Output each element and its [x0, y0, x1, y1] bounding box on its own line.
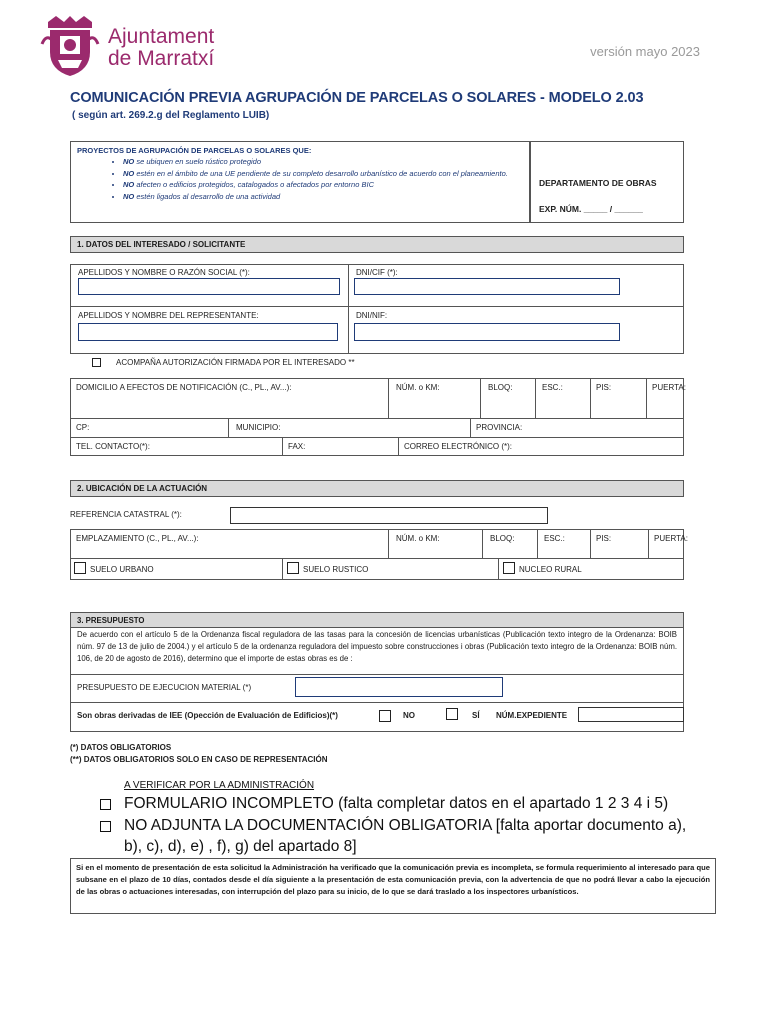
- divider: [535, 378, 536, 418]
- item-bold: NO: [123, 157, 135, 166]
- projects-heading: PROYECTOS DE AGRUPACIÓN DE PARCELAS O SOLARES QUE:: [77, 146, 312, 155]
- municipality-label: MUNICIPIO:: [236, 423, 281, 432]
- divider: [480, 378, 481, 418]
- budget-input[interactable]: [295, 677, 503, 697]
- divider: [282, 558, 283, 580]
- section1-header: 1. DATOS DEL INTERESADO / SOLICITANTE: [70, 236, 684, 253]
- item-text: estén ligados al desarrollo de una actividad: [134, 191, 281, 201]
- section2-header: 2. UBICACIÓN DE LA ACTUACIÓN: [70, 480, 684, 497]
- divider: [70, 418, 684, 419]
- divider: [70, 702, 684, 703]
- projects-list: [93, 156, 543, 202]
- divider: [482, 529, 483, 558]
- divider: [348, 264, 349, 354]
- projects-item: [123, 179, 543, 191]
- address-label: DOMICILIO A EFECTOS DE NOTIFICACIÓN (C., PL., AV...):: [76, 383, 292, 392]
- postal-code-label: CP:: [76, 423, 90, 432]
- item-bold: NO: [123, 180, 135, 189]
- version-label: versión mayo 2023: [590, 44, 700, 59]
- divider: [398, 437, 399, 456]
- divider: [498, 558, 499, 580]
- missing-docs-label: NO ADJUNTA LA DOCUMENTACIÓN OBLIGATORIA [falta aportar documento a),: [124, 817, 687, 834]
- divider: [282, 437, 283, 456]
- iee-yes-label: SÍ: [472, 711, 480, 720]
- province-label: PROVINCIA:: [476, 423, 523, 432]
- rustic-land-label: SUELO RUSTICO: [303, 565, 369, 574]
- iee-question: Son obras derivadas de IEE (Opección de Evaluación de Edificios)(*): [77, 711, 338, 720]
- site-door-label: PUERTA:: [654, 534, 688, 543]
- applicant-name-label: APELLIDOS Y NOMBRE O RAZÓN SOCIAL (*):: [78, 268, 250, 277]
- fax-label: FAX:: [288, 442, 306, 451]
- incomplete-form-label: FORMULARIO INCOMPLETO (falta completar datos en el apartado 1 2 3 4 i 5): [124, 795, 669, 812]
- department-label: DEPARTAMENTO DE OBRAS: [539, 178, 657, 188]
- authorization-checkbox[interactable]: [92, 358, 101, 367]
- door-label: PUERTA:: [652, 383, 686, 392]
- divider: [228, 418, 229, 437]
- floor-label: PIS:: [596, 383, 612, 392]
- projects-box: [70, 141, 530, 223]
- incomplete-form-checkbox[interactable]: [100, 799, 111, 810]
- divider: [537, 529, 538, 558]
- divider: [470, 418, 471, 437]
- iee-no-label: NO: [403, 711, 415, 720]
- representative-label: APELLIDOS Y NOMBRE DEL REPRESENTANTE:: [78, 311, 259, 320]
- divider: [648, 529, 649, 558]
- department-box: [530, 141, 684, 223]
- divider: [388, 378, 389, 418]
- exp-number: EXP. NÚM. _____ / ______: [539, 204, 643, 214]
- item-text: estén en el ámbito de una UE pendiente de su completo desarrollo urbanístico de acuerdo con el planeamiento.: [134, 168, 508, 178]
- divider: [388, 529, 389, 558]
- file-number-label: NÚM.EXPEDIENTE: [496, 711, 568, 720]
- section3-header: 3. PRESUPUESTO: [70, 612, 684, 628]
- cadastral-label: REFERENCIA CATASTRAL (*):: [70, 510, 182, 519]
- representation-note: (**) DATOS OBLIGATORIOS SOLO EN CASO DE REPRESENTACIÓN: [70, 755, 328, 764]
- missing-docs-label-cont: b), c), d), e) , f), g) del apartado 8]: [124, 838, 357, 855]
- dni-nif-input[interactable]: [354, 323, 620, 341]
- rural-core-label: NUCLEO RURAL: [519, 565, 582, 574]
- divider: [646, 378, 647, 418]
- dni-cif-input[interactable]: [354, 278, 620, 295]
- cadastral-input[interactable]: [230, 507, 548, 524]
- site-block-label: BLOQ:: [490, 534, 515, 543]
- missing-docs-checkbox[interactable]: [100, 821, 111, 832]
- dni-cif-label: DNI/CIF (*):: [356, 268, 398, 277]
- organization-name: [108, 26, 214, 70]
- divider: [70, 558, 684, 559]
- divider: [70, 306, 684, 307]
- number-label: NÚM. o KM:: [396, 383, 440, 392]
- admin-note-paragraph: Si en el momento de presentación de esta solicitud la Administración ha verificado que la comunicación previa es incompleta, se formula requerimiento al interesado para que subsane en el plazo de 10 días, contados desde el día siguiente a la presentación de esta comunicación previa, con la advertencia de que no podrá llevar a cabo la ejecución de las obras o actuaciones interesadas, con interrupción del plazo para su inicio, de lo que se dará traslado a los inspectores urbanísticos.: [76, 863, 710, 896]
- projects-item: [123, 191, 543, 203]
- iee-no-checkbox[interactable]: [379, 710, 391, 722]
- org-line-1: Ajuntament: [108, 25, 215, 48]
- admin-heading: A VERIFICAR POR LA ADMINISTRACIÓN: [124, 780, 315, 791]
- urban-land-label: SUELO URBANO: [90, 565, 154, 574]
- representative-input[interactable]: [78, 323, 338, 341]
- divider: [70, 674, 684, 675]
- applicant-name-input[interactable]: [78, 278, 340, 295]
- divider: [590, 378, 591, 418]
- org-line-2: de Marratxí: [108, 47, 215, 70]
- required-note: (*) DATOS OBLIGATORIOS: [70, 743, 172, 752]
- rural-core-checkbox[interactable]: [503, 562, 515, 574]
- item-text: se ubiquen en suelo rústico protegido: [134, 157, 262, 166]
- item-bold: NO: [123, 191, 135, 201]
- item-text: afecten o edificios protegidos, catalogados o afectados por entorno BIC: [134, 180, 374, 189]
- phone-label: TEL. CONTACTO(*):: [76, 442, 150, 451]
- site-address-label: EMPLAZAMIENTO (C., PL., AV...):: [76, 534, 199, 543]
- file-number-input[interactable]: [578, 707, 684, 722]
- form-title: COMUNICACIÓN PREVIA AGRUPACIÓN DE PARCELAS O SOLARES - MODELO 2.03: [70, 90, 644, 106]
- budget-label: PRESUPUESTO DE EJECUCION MATERIAL (*): [77, 683, 252, 692]
- divider: [590, 529, 591, 558]
- rustic-land-checkbox[interactable]: [287, 562, 299, 574]
- stair-label: ESC.:: [542, 383, 563, 392]
- municipal-logo: [40, 14, 100, 80]
- block-label: BLOQ:: [488, 383, 513, 392]
- authorization-label: ACOMPAÑA AUTORIZACIÓN FIRMADA POR EL INTERESADO **: [116, 358, 355, 367]
- form-subtitle: ( según art. 269.2.g del Reglamento LUIB): [72, 110, 270, 121]
- projects-item: [123, 168, 543, 180]
- item-bold: NO: [123, 168, 135, 178]
- dni-nif-label: DNI/NIF:: [356, 311, 388, 320]
- iee-yes-checkbox[interactable]: [446, 708, 458, 720]
- divider: [70, 437, 684, 438]
- email-label: CORREO ELECTRÓNICO (*):: [404, 442, 513, 451]
- urban-land-checkbox[interactable]: [74, 562, 86, 574]
- projects-item: [123, 156, 543, 168]
- site-floor-label: PIS:: [596, 534, 612, 543]
- site-number-label: NÚM. o KM:: [396, 534, 440, 543]
- budget-paragraph: De acuerdo con el artículo 5 de la Ordenanza fiscal reguladora de las tasas para la concesión de licencias urbanísticas (Publicación texto integro de la Ordenanza: BOIB núm. 97 de 13 de julio de 2004.) y el artículo 5 de la ordenanza reguladora del impuesto sobre construcciones i obras (Publicación texto integro de la Ordenanza: BOIB núm. 106, de 20 de agosto de 2016), determino que el importe de estas obras es de :: [77, 630, 677, 663]
- site-stair-label: ESC.:: [544, 534, 565, 543]
